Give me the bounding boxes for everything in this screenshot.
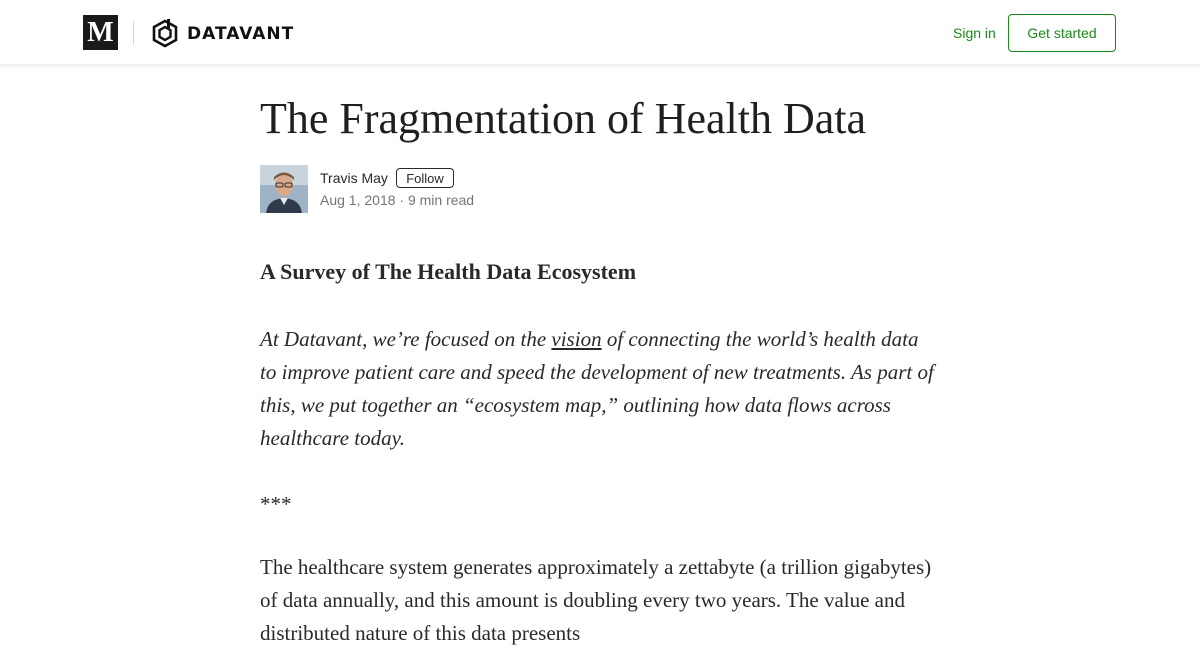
datavant-hexagon-icon[interactable] [152,19,178,48]
body-paragraph: The healthcare system generates approximately a zettabyte (a trillion gigabytes) of data annually, and this amount is doubling every two years. The value and distributed nature of this data presents [260,555,932,645]
avatar-portrait-icon [260,165,308,213]
follow-button[interactable]: Follow [396,168,454,188]
intro-paragraph [260,323,940,455]
article-title: The Fragmentation of Health Data [260,94,867,143]
section-separator: *** [260,492,292,516]
get-started-button[interactable]: Get started [1008,14,1116,52]
vision-link[interactable]: vision [551,327,602,351]
medium-logo[interactable]: M [83,15,118,50]
intro-text-after: of connecting the world’s health data to improve patient care and speed the development of new treatments. As part of this, we put together an “ecosystem map,” outlining how data flows across healthcare today. [260,327,934,450]
article-meta: Aug 1, 2018 · 9 min read [320,192,475,208]
author-name-link[interactable]: Travis May [320,170,388,186]
intro-text-before: At Datavant, we’re focused on the [260,327,552,351]
top-navigation-bar [0,0,1200,65]
datavant-wordmark[interactable]: DATAVANT [187,24,295,44]
sign-in-link[interactable]: Sign in [953,25,996,41]
author-avatar[interactable] [260,165,308,213]
header-divider [133,21,134,45]
article-subtitle: A Survey of The Health Data Ecosystem [260,259,637,284]
